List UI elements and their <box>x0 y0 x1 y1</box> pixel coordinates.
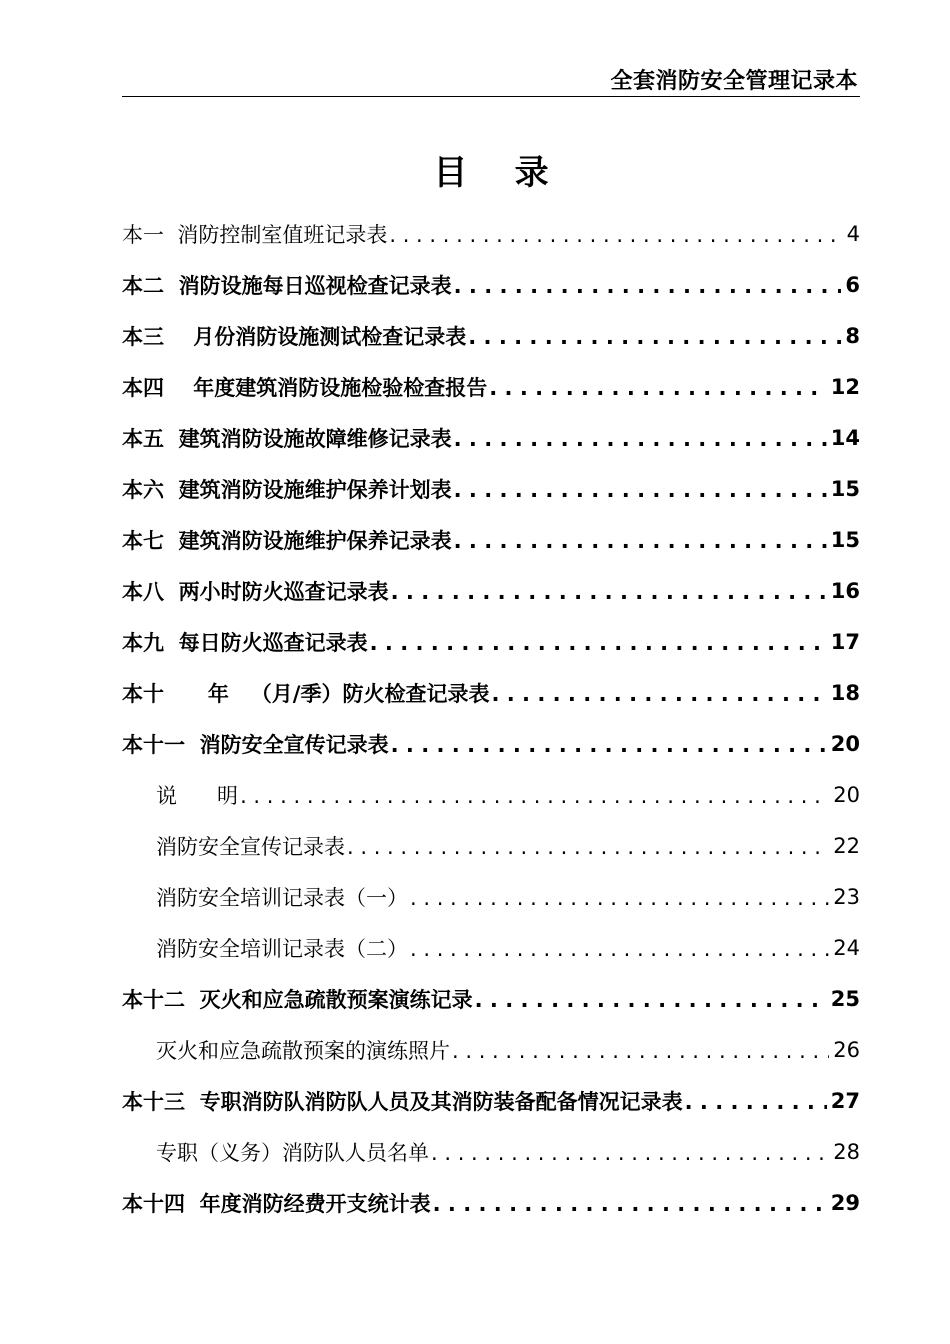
toc-leader-dots <box>410 937 829 961</box>
toc-entry[interactable] <box>122 667 860 718</box>
toc-subentry[interactable] <box>122 769 860 820</box>
toc-leader-dots <box>240 784 829 808</box>
toc-subentry[interactable] <box>122 1024 860 1075</box>
toc-entry-title: 本三 月份消防设施测试检查记录表 <box>122 324 467 349</box>
toc-page-number: 20 <box>833 782 860 807</box>
toc-leader-dots <box>347 835 829 859</box>
toc-entry-title: 本七 建筑消防设施维护保养记录表 <box>122 528 452 553</box>
toc-page-number: 20 <box>830 731 860 756</box>
toc-subentry[interactable] <box>122 820 860 871</box>
toc-entry-title: 本十三 专职消防队消防队人员及其消防装备配备情况记录表 <box>122 1089 683 1114</box>
toc-entry-title: 消防安全培训记录表（一） <box>156 885 408 910</box>
toc-entry-title: 灭火和应急疏散预案的演练照片 <box>156 1038 450 1063</box>
toc-leader-dots <box>685 1090 827 1114</box>
toc-entry-title: 本五 建筑消防设施故障维修记录表 <box>122 426 452 451</box>
toc-entry-title: 本二 消防设施每日巡视检查记录表 <box>122 273 452 298</box>
toc-entry-title: 消防安全宣传记录表 <box>156 834 345 859</box>
toc-entry-title: 本六 建筑消防设施维护保养计划表 <box>122 477 452 502</box>
toc-entry[interactable] <box>122 310 860 361</box>
toc-entry[interactable] <box>122 973 860 1024</box>
toc-entry[interactable] <box>122 514 860 565</box>
toc-entry[interactable] <box>122 616 860 667</box>
toc-page-number: 22 <box>833 833 860 858</box>
toc-entry-title: 说 明 <box>156 783 239 808</box>
toc-entry-title: 本八 两小时防火巡查记录表 <box>122 579 389 604</box>
toc-page-number: 25 <box>830 986 860 1011</box>
toc-leader-dots <box>452 1039 829 1063</box>
toc-entry[interactable] <box>122 463 860 514</box>
toc-page-number: 28 <box>833 1139 860 1164</box>
toc-subentry[interactable] <box>122 871 860 922</box>
toc-entry-title: 本九 每日防火巡查记录表 <box>122 630 368 655</box>
toc-page-number: 24 <box>833 935 860 960</box>
toc-leader-dots <box>391 580 827 604</box>
toc-page-number: 23 <box>833 884 860 909</box>
toc-leader-dots <box>454 529 827 553</box>
toc-page-number: 17 <box>830 629 860 654</box>
toc-entry-title: 本一 消防控制室值班记录表 <box>122 222 388 247</box>
toc-entry[interactable] <box>122 259 860 310</box>
toc-page-number: 12 <box>830 374 860 399</box>
toc-page-number: 18 <box>830 680 860 705</box>
toc-page-number: 15 <box>830 476 860 501</box>
toc-leader-dots <box>454 478 827 502</box>
toc-entry[interactable] <box>122 208 860 259</box>
toc-leader-dots <box>431 1141 829 1165</box>
toc-entry-title: 本十 年 （月/季）防火检查记录表 <box>122 681 490 706</box>
toc-subentry[interactable] <box>122 1126 860 1177</box>
toc-page-number: 29 <box>830 1190 860 1215</box>
toc-entry-title: 本十四 年度消防经费开支统计表 <box>122 1191 431 1216</box>
toc-page-number: 6 <box>845 272 860 297</box>
toc-entry[interactable] <box>122 1075 860 1126</box>
toc-page-number: 26 <box>833 1037 860 1062</box>
toc-entry[interactable] <box>122 1177 860 1228</box>
toc-entry-title: 本四 年度建筑消防设施检验检查报告 <box>122 375 488 400</box>
toc-leader-dots <box>454 427 827 451</box>
toc-leader-dots <box>454 274 842 298</box>
toc-subentry[interactable] <box>122 922 860 973</box>
toc-leader-dots <box>370 631 827 655</box>
toc-leader-dots <box>489 376 827 400</box>
toc-entry[interactable] <box>122 412 860 463</box>
toc-page-number: 27 <box>830 1088 860 1113</box>
toc-leader-dots <box>475 988 827 1012</box>
toc-entry-title: 本十二 灭火和应急疏散预案演练记录 <box>122 987 473 1012</box>
toc-entry[interactable] <box>122 718 860 769</box>
toc-entry-title: 专职（义务）消防队人员名单 <box>156 1140 429 1165</box>
toc-leader-dots <box>410 886 829 910</box>
toc-entry[interactable] <box>122 361 860 412</box>
toc-heading: 目 录 <box>433 153 549 193</box>
toc-entry[interactable] <box>122 565 860 616</box>
toc-leader-dots <box>468 325 841 349</box>
header-divider <box>122 96 860 97</box>
toc-page-number: 14 <box>830 425 860 450</box>
toc-page-number: 16 <box>830 578 860 603</box>
toc-entry-title: 消防安全培训记录表（二） <box>156 936 408 961</box>
toc-leader-dots <box>491 682 826 706</box>
toc-page-number: 15 <box>830 527 860 552</box>
table-of-contents <box>122 208 860 1228</box>
toc-page-number: 4 <box>846 221 860 246</box>
toc-leader-dots <box>433 1192 827 1216</box>
toc-entry-title: 本十一 消防安全宣传记录表 <box>122 732 389 757</box>
toc-leader-dots <box>389 223 842 247</box>
toc-leader-dots <box>391 733 827 757</box>
toc-page-number: 8 <box>845 323 860 348</box>
running-header-title: 全套消防安全管理记录本 <box>610 69 858 94</box>
